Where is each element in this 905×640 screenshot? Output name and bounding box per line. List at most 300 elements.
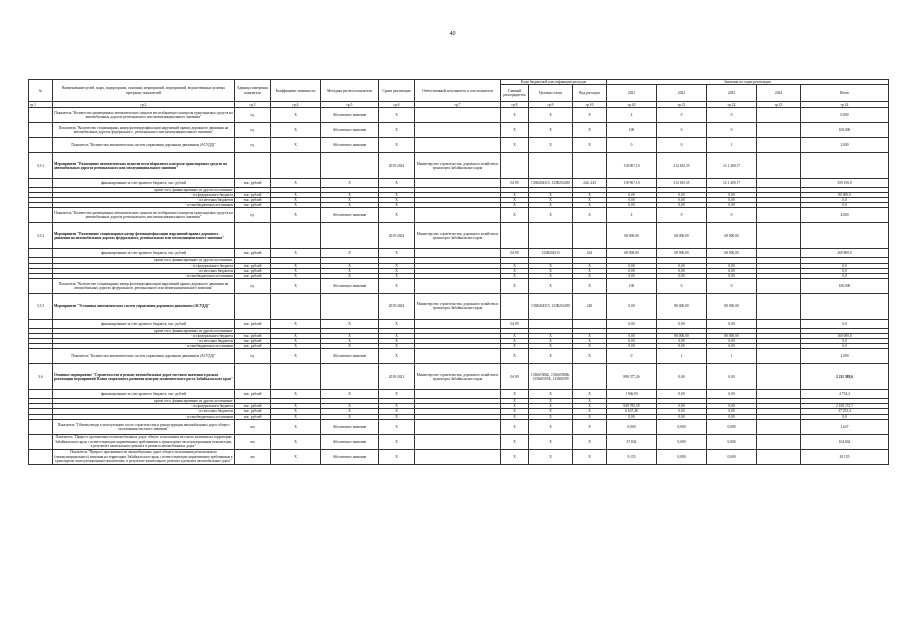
cell-y23: 0,000 — [707, 449, 757, 464]
cell-coef: Х — [271, 390, 321, 399]
cell-y23: 0,00 — [707, 414, 757, 419]
cell-y23: 0,00 — [707, 273, 757, 278]
cell-unit: ед. — [235, 123, 271, 138]
cell-unit: тыс. рублей — [235, 339, 271, 344]
cell-tot: 100,000 — [801, 278, 889, 293]
cell-term: Х — [379, 208, 415, 223]
indicator-row — [29, 208, 889, 223]
program-table-sheet — [28, 79, 884, 465]
cell-art: Х — [529, 273, 573, 278]
cell-vr: Х — [573, 193, 607, 198]
cell-gr: Х — [501, 138, 529, 153]
cell-method: Х — [321, 193, 379, 198]
cell-name: Показатель "Прирост протяженности автомобильных дорог общего пользования местного значения на территории Забайкальского края, соответствующих нормативным требованиям к транспортно-эксплуатационным показателям, в результате капитального ремонта и ремонта автомобильных дорог" — [53, 434, 235, 449]
cell-method: Х — [321, 414, 379, 419]
cell-y22: 0,000 — [657, 449, 707, 464]
cell-unit: ед. — [235, 349, 271, 364]
measure-row — [29, 293, 889, 319]
cell-tot: 0,0 — [801, 414, 889, 419]
cell-name: финансирование за счет краевого бюджета, тыс. рублей — [53, 249, 235, 258]
cell-method: Х — [321, 179, 379, 188]
cell-y22: 0,00 — [657, 273, 707, 278]
cell-tot: 0,0 — [801, 339, 889, 344]
cell-coef: Х — [271, 123, 321, 138]
cell-exec — [415, 390, 501, 399]
cell-exec — [415, 419, 501, 434]
col-number: гр.3 — [235, 102, 271, 108]
cell-gr: Х — [501, 193, 529, 198]
cell-y23: 0 — [707, 108, 757, 123]
cell-gr: Х — [501, 268, 529, 273]
cell-vr: 244, 243 — [573, 179, 607, 188]
cell-y23: 80 000,00 — [707, 333, 757, 338]
cell-method: Абсолютное значение — [321, 108, 379, 123]
cell-coef — [271, 223, 321, 249]
cell-gr: Х — [501, 203, 529, 208]
cell-vr: Х — [573, 434, 607, 449]
cell-tot: 37 253,4 — [801, 409, 889, 414]
cell-coef: Х — [271, 278, 321, 293]
cell-tot: 104,842 — [801, 434, 889, 449]
cell-coef: Х — [271, 404, 321, 409]
cell-term: 2019-2024 — [379, 223, 415, 249]
cell-y22: 0,00 — [657, 203, 707, 208]
cell-exec: Министерство строительства, дорожного хозяйства и транспорта Забайкальского края — [415, 293, 501, 319]
col-number: гр.23 — [757, 102, 801, 108]
cell-exec — [415, 278, 501, 293]
cell-term: Х — [379, 449, 415, 464]
cell-unit: тыс. рублей — [235, 268, 271, 273]
indicator-row — [29, 419, 889, 434]
cell-gr: Х — [501, 208, 529, 223]
table-row — [29, 249, 889, 258]
cell-y22: 0,00 — [657, 404, 707, 409]
cell-unit — [235, 364, 271, 390]
col-number: гр.21 — [657, 102, 707, 108]
cell-no: 3.5.3 — [29, 293, 53, 319]
cell-gr: Х — [501, 434, 529, 449]
cell-art: Х — [529, 198, 573, 203]
col-number: гр.5 — [321, 102, 379, 108]
cell-term: Х — [379, 268, 415, 273]
cell-no — [29, 419, 53, 434]
cell-art: 133R204315, 133R254180 — [529, 293, 573, 319]
cell-vr: Х — [573, 344, 607, 349]
cell-term: 2019-2021 — [379, 364, 415, 390]
cell-method: Х — [321, 268, 379, 273]
cell-tot: 0,0 — [801, 319, 889, 328]
col-number: гр.2 — [53, 102, 235, 108]
cell-tot: 2,000 — [801, 138, 889, 153]
cell-name: - из внебюджетных источников — [53, 414, 235, 419]
cell-y22: 80 000,00 — [657, 293, 707, 319]
cell-coef: Х — [271, 198, 321, 203]
cell-term: Х — [379, 198, 415, 203]
cell-y23: 0 — [707, 278, 757, 293]
cell-term: Х — [379, 193, 415, 198]
cell-method: Х — [321, 249, 379, 258]
cell-exec — [415, 108, 501, 123]
cell-coef: Х — [271, 268, 321, 273]
cell-y21: 118 967,10 — [607, 179, 657, 188]
cell-exec: Министерство строительства, дорожного хозяйства и транспорта Забайкальского края — [415, 364, 501, 390]
cell-tot: 2 169 372,7 — [801, 404, 889, 409]
cell-tot: 2,000 — [801, 349, 889, 364]
col-number: гр.6 — [379, 102, 415, 108]
cell-gr: Х — [501, 123, 529, 138]
cell-tot — [801, 153, 889, 179]
cell-method: Х — [321, 203, 379, 208]
cell-no: 3.5.2 — [29, 223, 53, 249]
cell-coef: Х — [271, 263, 321, 268]
cell-exec — [415, 249, 501, 258]
cell-vr: Х — [573, 278, 607, 293]
cell-term: Х — [379, 409, 415, 414]
cell-art: Х — [529, 268, 573, 273]
cell-gr: Х — [501, 449, 529, 464]
cell-unit: тыс. рублей — [235, 198, 271, 203]
cell-unit: ед. — [235, 278, 271, 293]
cell-term: 2019-2024 — [379, 153, 415, 179]
indicator-row — [29, 278, 889, 293]
cell-y24 — [757, 208, 801, 223]
cell-y24 — [757, 419, 801, 434]
cell-y21: 4 — [607, 108, 657, 123]
cell-term: Х — [379, 339, 415, 344]
cell-unit — [235, 293, 271, 319]
measure-row — [29, 364, 889, 390]
cell-y23: 0,00 — [707, 193, 757, 198]
cell-method: Х — [321, 273, 379, 278]
cell-art — [529, 153, 573, 179]
cell-name: Мероприятие "Размещение автоматических пунктов весогабаритного контроля транспортных средств на автомобильных дорогах регионального или межмуниципального значения" — [53, 153, 235, 179]
cell-y24 — [757, 278, 801, 293]
cell-y22: 0 — [657, 278, 707, 293]
cell-art: Х — [529, 434, 573, 449]
cell-vr: Х — [573, 333, 607, 338]
cell-y23: 0,00 — [707, 344, 757, 349]
header-gr: Главный распорядитель — [501, 85, 529, 102]
header-term: Сроки реализации — [379, 80, 415, 102]
cell-tot: 0,0 — [801, 344, 889, 349]
cell-unit: км — [235, 434, 271, 449]
cell-unit — [235, 153, 271, 179]
cell-exec — [415, 123, 501, 138]
table-row — [29, 179, 889, 188]
cell-gr: 04 09 — [501, 179, 529, 188]
cell-term: Х — [379, 263, 415, 268]
cell-vr: Х — [573, 208, 607, 223]
cell-no — [29, 249, 53, 258]
cell-unit: км — [235, 419, 271, 434]
cell-art: Х — [529, 193, 573, 198]
cell-coef: Х — [271, 339, 321, 344]
cell-term: Х — [379, 273, 415, 278]
cell-unit: ед. — [235, 138, 271, 153]
cell-y21: 0,00 — [607, 333, 657, 338]
cell-y22: 0,00 — [657, 390, 707, 399]
cell-method — [321, 153, 379, 179]
cell-art: Х — [529, 414, 573, 419]
cell-y23: 68 000,00 — [707, 223, 757, 249]
cell-method: Абсолютное значение — [321, 434, 379, 449]
cell-y22: 212 635,35 — [657, 153, 707, 179]
cell-name: Показатель "Количество размещенных автоматических пунктов весогабаритного контроля транспортных средств на автомобильных дорогах регионального или межмуниципального значения" — [53, 208, 235, 223]
cell-y21: 0,00 — [607, 263, 657, 268]
cell-coef: Х — [271, 419, 321, 434]
cell-y22: 0,00 — [657, 268, 707, 273]
cell-no — [29, 349, 53, 364]
cell-name: - из федерального бюджета — [53, 193, 235, 198]
cell-y23: 0,000 — [707, 419, 757, 434]
col-number: гр.8 — [501, 102, 529, 108]
cell-method: Х — [321, 409, 379, 414]
cell-y21: 6 637,46 — [607, 409, 657, 414]
cell-name: финансирование за счет краевого бюджета, тыс. рублей — [53, 390, 235, 399]
cell-no — [29, 179, 53, 188]
header-2022: 2022 — [657, 85, 707, 102]
cell-name: - из местных бюджетов — [53, 339, 235, 344]
cell-y23: 1 — [707, 138, 757, 153]
cell-unit: км — [235, 449, 271, 464]
cell-art: Х — [529, 123, 573, 138]
cell-y23: 14 1 409,17 — [707, 179, 757, 188]
cell-vr: Х — [573, 414, 607, 419]
cell-y21: 0 — [607, 349, 657, 364]
cell-y21: 849 785,58 — [607, 404, 657, 409]
cell-coef: Х — [271, 108, 321, 123]
cell-name: Мероприятие "Размещение стационарных камер фотовидеофиксации нарушений правил дорожного движения на автомобильных дорогах федерального, регионального или межмуниципального значения" — [53, 223, 235, 249]
cell-vr — [573, 364, 607, 390]
cell-gr: Х — [501, 419, 529, 434]
cell-vr: Х — [573, 339, 607, 344]
cell-tot — [801, 293, 889, 319]
cell-vr: 240 — [573, 293, 607, 319]
cell-no — [29, 390, 53, 399]
cell-gr: Х — [501, 333, 529, 338]
cell-gr: Х — [501, 344, 529, 349]
cell-art: 133665506Б, 133665508Б, 133665505Б, 133663509 — [529, 364, 573, 390]
cell-y23: 0,000 — [707, 434, 757, 449]
col-number: гр.22 — [707, 102, 757, 108]
cell-y22: 0,00 — [657, 319, 707, 328]
cell-term: Х — [379, 349, 415, 364]
cell-tot: 160 000,0 — [801, 333, 889, 338]
cell-gr: Х — [501, 273, 529, 278]
cell-coef: Х — [271, 273, 321, 278]
cell-unit: тыс. рублей — [235, 409, 271, 414]
cell-vr: Х — [573, 273, 607, 278]
cell-y22: 0,00 — [657, 198, 707, 203]
cell-art — [529, 319, 573, 328]
cell-exec: Министерство строительства, дорожного хозяйства и транспорта Забайкальского края — [415, 223, 501, 249]
indicator-row — [29, 349, 889, 364]
cell-name: - из местных бюджетов — [53, 268, 235, 273]
cell-art: Х — [529, 333, 573, 338]
cell-vr: Х — [573, 399, 607, 404]
cell-method — [321, 364, 379, 390]
cell-unit: тыс. рублей — [235, 193, 271, 198]
cell-tot: 29,155 — [801, 449, 889, 464]
cell-y23: 68 000,00 — [707, 249, 757, 258]
cell-exec — [415, 319, 501, 328]
cell-vr: Х — [573, 404, 607, 409]
cell-term: Х — [379, 390, 415, 399]
cell-method: Х — [321, 339, 379, 344]
cell-name: финансирование за счет краевого бюджета, тыс. рублей — [53, 179, 235, 188]
header-2024: 2024 — [757, 85, 801, 102]
cell-tot: 0,0 — [801, 203, 889, 208]
cell-name: кроме того, финансирование из других источников: — [53, 258, 235, 263]
cell-coef: Х — [271, 203, 321, 208]
cell-unit: тыс. рублей — [235, 344, 271, 349]
cell-term: Х — [379, 344, 415, 349]
cell-method: Абсолютное значение — [321, 349, 379, 364]
cell-gr: Х — [501, 399, 529, 404]
cell-no — [29, 138, 53, 153]
cell-y21: 0,00 — [607, 203, 657, 208]
cell-y24 — [757, 390, 801, 399]
header-exptype: Вид расходов — [573, 85, 607, 102]
cell-unit — [235, 223, 271, 249]
cell-y22: 68 000,00 — [657, 223, 707, 249]
cell-y22: 1 — [657, 349, 707, 364]
cell-term: Х — [379, 249, 415, 258]
cell-no — [29, 123, 53, 138]
cell-gr: Х — [501, 198, 529, 203]
cell-y24 — [757, 434, 801, 449]
cell-term: Х — [379, 278, 415, 293]
cell-method: Абсолютное значение — [321, 278, 379, 293]
cell-term: 2019-2024 — [379, 293, 415, 319]
cell-y21: 0,00 — [607, 319, 657, 328]
cell-method — [321, 293, 379, 319]
cell-term: Х — [379, 108, 415, 123]
cell-unit: тыс. рублей — [235, 179, 271, 188]
col-number: гр.24 — [801, 102, 889, 108]
cell-coef: Х — [271, 414, 321, 419]
cell-y21: 1 946,93 — [607, 390, 657, 399]
cell-y21: 118 967,10 — [607, 153, 657, 179]
cell-name: Показатель "Объемы ввода в эксплуатацию после строительства и реконструкции автомобильных дорог общего пользования местного значения" — [53, 419, 235, 434]
cell-name: финансирование за счет краевого бюджета, тыс. рублей — [53, 319, 235, 328]
header-method: Методика расчета показателя — [321, 80, 379, 102]
cell-term: Х — [379, 319, 415, 328]
cell-y24 — [757, 223, 801, 249]
cell-y23: 0,00 — [707, 319, 757, 328]
cell-y22: 212 635,35 — [657, 179, 707, 188]
cell-method — [321, 223, 379, 249]
cell-y24 — [757, 138, 801, 153]
cell-method: Х — [321, 404, 379, 409]
cell-y22: 0 — [657, 108, 707, 123]
header-total: Итого — [801, 85, 889, 102]
indicator-row — [29, 138, 889, 153]
cell-exec — [415, 349, 501, 364]
cell-name: Показатель "Количество автоматических систем управления дорожным движением (АСУДД)" — [53, 349, 235, 364]
cell-vr: Х — [573, 349, 607, 364]
col-number: гр.10 — [573, 102, 607, 108]
cell-name: Показатель "Количество размещенных автоматических пунктов весогабаритного контроля транспортных средств на автомобильных дорогах регионального или межмуниципального значения" — [53, 108, 235, 123]
cell-no — [29, 449, 53, 464]
cell-y21: 0,000 — [607, 419, 657, 434]
cell-y22: 0,000 — [657, 419, 707, 434]
cell-coef: Х — [271, 138, 321, 153]
cell-tot: 2 211 389,6 — [801, 364, 889, 390]
cell-y21: 0,00 — [607, 198, 657, 203]
cell-exec — [415, 449, 501, 464]
cell-unit: тыс. рублей — [235, 414, 271, 419]
cell-y21: 0,00 — [607, 414, 657, 419]
cell-method: Х — [321, 344, 379, 349]
cell-unit: тыс. рублей — [235, 263, 271, 268]
cell-unit: ед. — [235, 208, 271, 223]
cell-y22: 0,000 — [657, 434, 707, 449]
table-row — [29, 319, 889, 328]
cell-coef: Х — [271, 349, 321, 364]
cell-unit: тыс. рублей — [235, 203, 271, 208]
cell-y24 — [757, 293, 801, 319]
cell-y22: 0,00 — [657, 344, 707, 349]
cell-gr: 04 09 — [501, 319, 529, 328]
cell-no — [29, 108, 53, 123]
cell-coef: Х — [271, 193, 321, 198]
cell-art: Х — [529, 278, 573, 293]
cell-coef: Х — [271, 249, 321, 258]
cell-term: Х — [379, 179, 415, 188]
cell-gr: 04 09 — [501, 249, 529, 258]
cell-y21: 100 — [607, 123, 657, 138]
header-coef: Коэффициент значимости — [271, 80, 321, 102]
cell-gr: Х — [501, 263, 529, 268]
cell-gr: Х — [501, 390, 529, 399]
cell-art: Х — [529, 138, 573, 153]
cell-coef: Х — [271, 344, 321, 349]
cell-y23: 0,00 — [707, 268, 757, 273]
cell-no — [29, 434, 53, 449]
cell-method: Абсолютное значение — [321, 208, 379, 223]
cell-vr: Х — [573, 449, 607, 464]
cell-gr — [501, 293, 529, 319]
cell-y21: 0,00 — [607, 344, 657, 349]
cell-tot: 1,627 — [801, 419, 889, 434]
cell-tot: 80 000,0 — [801, 193, 889, 198]
cell-y23: 80 000,00 — [707, 293, 757, 319]
cell-name: - из внебюджетных источников — [53, 344, 235, 349]
cell-name: Показатель "Количество стационарных камер фотовидеофиксации нарушений правил дорожного движения на автомобильных дорогах федерального, регионального или межмуниципального значения" — [53, 278, 235, 293]
cell-coef: Х — [271, 208, 321, 223]
cell-y21: 0,00 — [607, 268, 657, 273]
cell-method: Х — [321, 333, 379, 338]
cell-no: 3.6 — [29, 364, 53, 390]
cell-y22: 0,00 — [657, 414, 707, 419]
header-2021: 2021 — [607, 85, 657, 102]
col-number: гр.20 — [607, 102, 657, 108]
cell-y23: 0,00 — [707, 404, 757, 409]
cell-vr — [573, 223, 607, 249]
cell-y24 — [757, 249, 801, 258]
cell-gr: Х — [501, 108, 529, 123]
cell-y24 — [757, 153, 801, 179]
cell-art: 133R204315 — [529, 249, 573, 258]
indicator-row — [29, 108, 889, 123]
cell-term: Х — [379, 414, 415, 419]
cell-y23: 0,00 — [707, 409, 757, 414]
cell-coef — [271, 364, 321, 390]
cell-y23: 1 — [707, 349, 757, 364]
cell-y21: 0 — [607, 138, 657, 153]
cell-tot: 0,0 — [801, 268, 889, 273]
